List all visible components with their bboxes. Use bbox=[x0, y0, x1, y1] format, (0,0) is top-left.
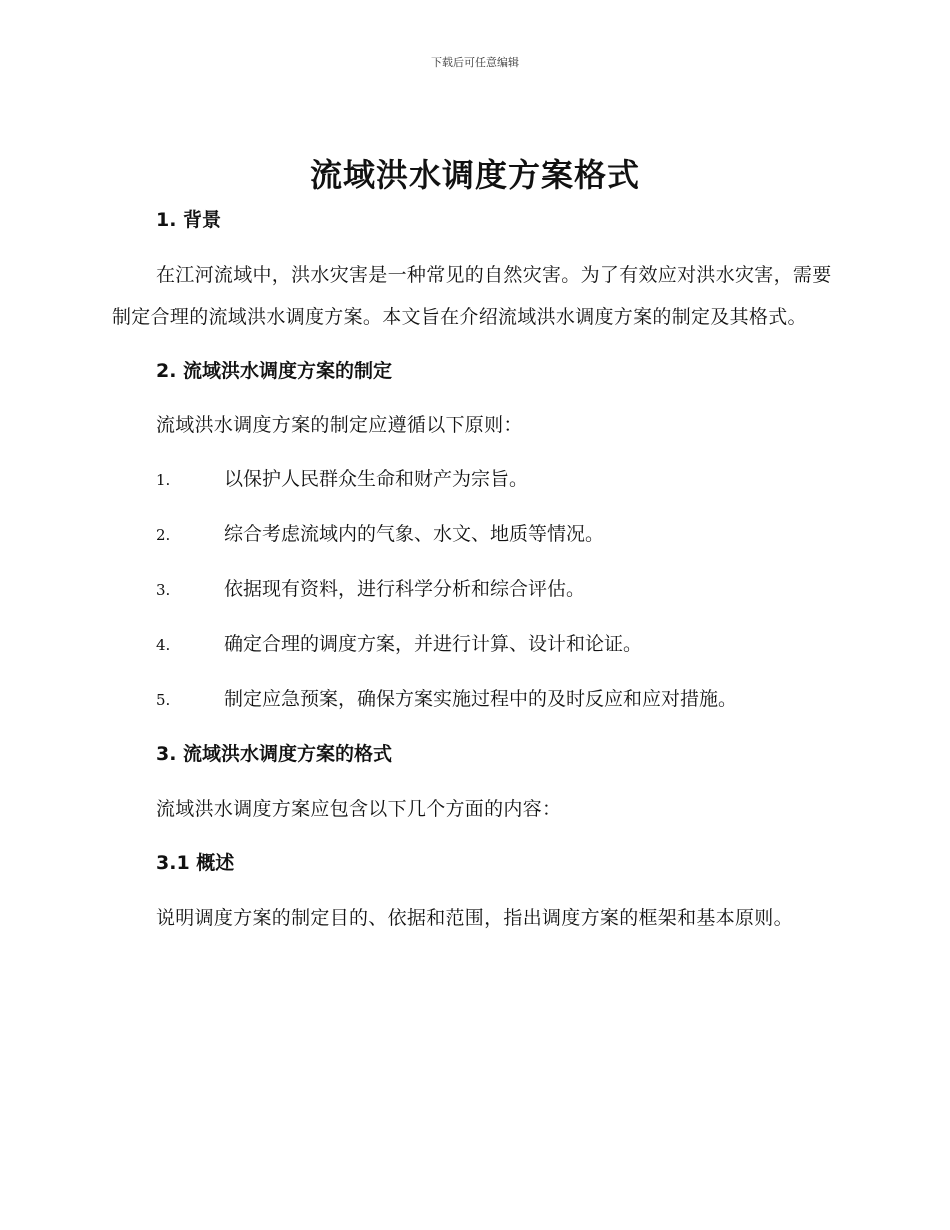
list-item-text: 制定应急预案，确保方案实施过程中的及时反应和应对措施。 bbox=[224, 688, 738, 710]
subsection-heading-overview: 3.1 概述 bbox=[156, 852, 235, 874]
list-item bbox=[112, 617, 832, 672]
section-heading-format: 3. 流域洪水调度方案的格式 bbox=[156, 743, 393, 765]
formulation-intro: 流域洪水调度方案的制定应遵循以下原则： bbox=[156, 414, 523, 436]
background-paragraph: 在江河流域中，洪水灾害是一种常见的自然灾害。为了有效应对洪水灾害，需要制定合理的流域洪水调度方案。本文旨在介绍流域洪水调度方案的制定及其格式。 bbox=[112, 264, 832, 328]
list-item bbox=[112, 562, 832, 617]
list-item-text: 确定合理的调度方案，并进行计算、设计和论证。 bbox=[224, 633, 643, 655]
list-item-number: 1. bbox=[156, 471, 171, 489]
list-item-text: 综合考虑流域内的气象、水文、地质等情况。 bbox=[224, 523, 605, 545]
list-item-text: 以保护人民群众生命和财产为宗旨。 bbox=[224, 468, 529, 490]
principles-list bbox=[112, 452, 832, 727]
list-item-number: 5. bbox=[156, 691, 171, 709]
overview-paragraph: 说明调度方案的制定目的、依据和范围，指出调度方案的框架和基本原则。 bbox=[156, 907, 793, 929]
document-title: 流域洪水调度方案格式 bbox=[309, 156, 640, 194]
list-item bbox=[112, 452, 832, 507]
list-item bbox=[112, 672, 832, 727]
section-heading-formulation: 2. 流域洪水调度方案的制定 bbox=[156, 360, 393, 382]
format-intro: 流域洪水调度方案应包含以下几个方面的内容： bbox=[156, 798, 562, 820]
list-item-number: 4. bbox=[156, 636, 171, 654]
section-heading-background: 1. 背景 bbox=[156, 209, 222, 231]
header-note: 下载后可任意编辑 bbox=[431, 56, 519, 69]
list-item-number: 2. bbox=[156, 526, 171, 544]
list-item-number: 3. bbox=[156, 581, 171, 599]
list-item-text: 依据现有资料，进行科学分析和综合评估。 bbox=[224, 578, 586, 600]
list-item bbox=[112, 507, 832, 562]
document-body bbox=[112, 200, 832, 939]
